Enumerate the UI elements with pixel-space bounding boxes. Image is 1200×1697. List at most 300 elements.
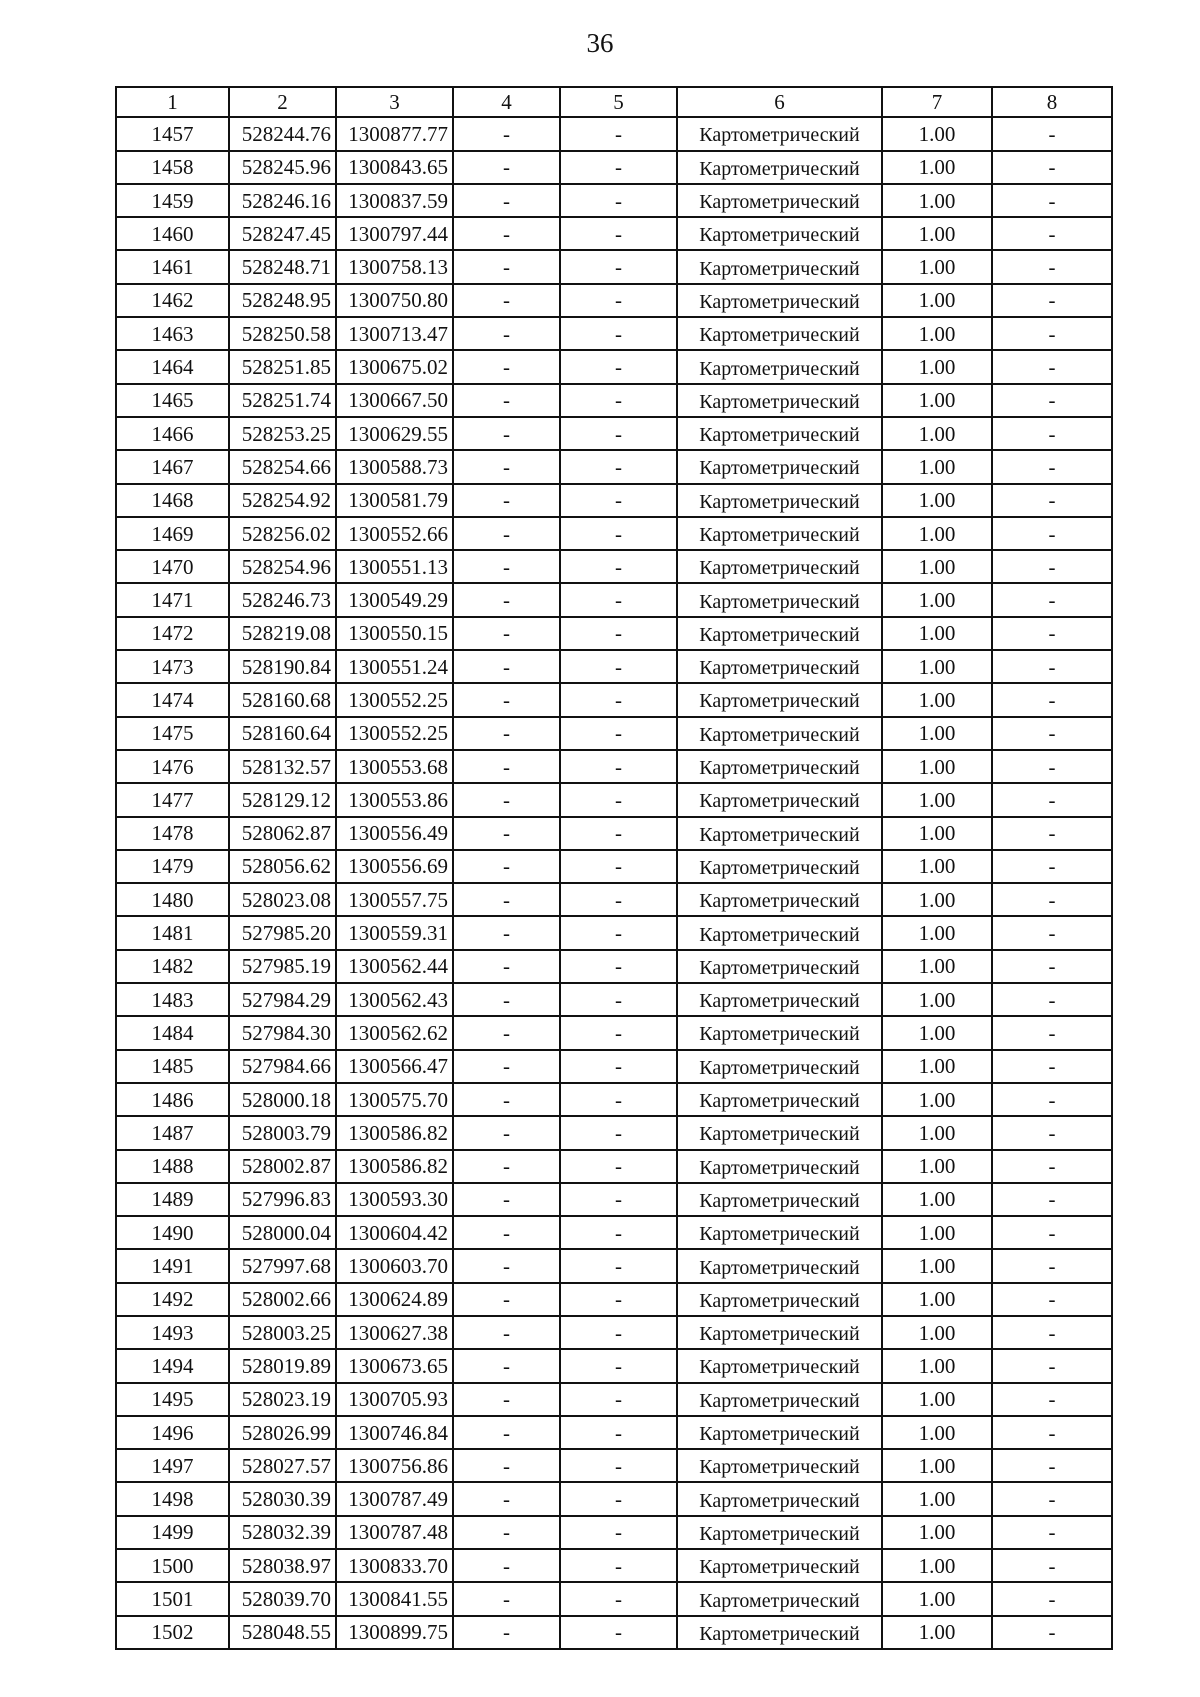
method-cell: Картометрический — [677, 1116, 882, 1149]
x-coordinate-cell: 528160.64 — [229, 717, 336, 750]
table-row — [116, 1316, 1112, 1349]
col4-cell: - — [453, 1316, 560, 1349]
col4-cell: - — [453, 950, 560, 983]
method-cell: Картометрический — [677, 117, 882, 150]
col8-cell: - — [992, 850, 1112, 883]
point-number-cell: 1479 — [116, 850, 229, 883]
method-cell: Картометрический — [677, 850, 882, 883]
col8-cell: - — [992, 517, 1112, 550]
accuracy-cell: 1.00 — [882, 1016, 992, 1049]
col8-cell: - — [992, 883, 1112, 916]
table-row — [116, 250, 1112, 283]
col4-cell: - — [453, 650, 560, 683]
method-cell: Картометрический — [677, 317, 882, 350]
accuracy-cell: 1.00 — [882, 1516, 992, 1549]
point-number-cell: 1502 — [116, 1616, 229, 1649]
table-row — [116, 1482, 1112, 1515]
method-cell: Картометрический — [677, 484, 882, 517]
table-row — [116, 583, 1112, 616]
accuracy-cell: 1.00 — [882, 217, 992, 250]
method-cell: Картометрический — [677, 983, 882, 1016]
point-number-cell: 1501 — [116, 1582, 229, 1615]
accuracy-cell: 1.00 — [882, 916, 992, 949]
table-row — [116, 783, 1112, 816]
point-number-cell: 1486 — [116, 1083, 229, 1116]
col4-cell: - — [453, 850, 560, 883]
col8-cell: - — [992, 1183, 1112, 1216]
col4-cell: - — [453, 1516, 560, 1549]
col5-cell: - — [560, 1482, 677, 1515]
method-cell: Картометрический — [677, 184, 882, 217]
col5-cell: - — [560, 750, 677, 783]
method-cell: Картометрический — [677, 1349, 882, 1382]
x-coordinate-cell: 527996.83 — [229, 1183, 336, 1216]
col4-cell: - — [453, 583, 560, 616]
col5-cell: - — [560, 1549, 677, 1582]
table-row — [116, 1549, 1112, 1582]
col8-cell: - — [992, 117, 1112, 150]
table-body — [116, 117, 1112, 1649]
table-row — [116, 151, 1112, 184]
col8-cell: - — [992, 617, 1112, 650]
y-coordinate-cell: 1300758.13 — [336, 250, 453, 283]
column-header-2: 2 — [229, 87, 336, 117]
x-coordinate-cell: 528003.25 — [229, 1316, 336, 1349]
x-coordinate-cell: 528190.84 — [229, 650, 336, 683]
col8-cell: - — [992, 1582, 1112, 1615]
point-number-cell: 1460 — [116, 217, 229, 250]
col8-cell: - — [992, 1216, 1112, 1249]
y-coordinate-cell: 1300713.47 — [336, 317, 453, 350]
accuracy-cell: 1.00 — [882, 1582, 992, 1615]
col8-cell: - — [992, 284, 1112, 317]
col5-cell: - — [560, 950, 677, 983]
y-coordinate-cell: 1300746.84 — [336, 1416, 453, 1449]
col4-cell: - — [453, 350, 560, 383]
method-cell: Картометрический — [677, 583, 882, 616]
x-coordinate-cell: 528250.58 — [229, 317, 336, 350]
point-number-cell: 1498 — [116, 1482, 229, 1515]
y-coordinate-cell: 1300673.65 — [336, 1349, 453, 1382]
col5-cell: - — [560, 517, 677, 550]
y-coordinate-cell: 1300841.55 — [336, 1582, 453, 1615]
col8-cell: - — [992, 550, 1112, 583]
x-coordinate-cell: 528245.96 — [229, 151, 336, 184]
table-row — [116, 1516, 1112, 1549]
x-coordinate-cell: 527985.20 — [229, 916, 336, 949]
table-row — [116, 284, 1112, 317]
column-header-5: 5 — [560, 87, 677, 117]
method-cell: Картометрический — [677, 1582, 882, 1615]
table-row — [116, 1150, 1112, 1183]
point-number-cell: 1471 — [116, 583, 229, 616]
table-row — [116, 916, 1112, 949]
y-coordinate-cell: 1300553.68 — [336, 750, 453, 783]
y-coordinate-cell: 1300586.82 — [336, 1116, 453, 1149]
col8-cell: - — [992, 1083, 1112, 1116]
col4-cell: - — [453, 1549, 560, 1582]
col4-cell: - — [453, 617, 560, 650]
accuracy-cell: 1.00 — [882, 284, 992, 317]
col4-cell: - — [453, 484, 560, 517]
col5-cell: - — [560, 550, 677, 583]
method-cell: Картометрический — [677, 151, 882, 184]
point-number-cell: 1459 — [116, 184, 229, 217]
col5-cell: - — [560, 184, 677, 217]
col5-cell: - — [560, 250, 677, 283]
x-coordinate-cell: 527984.30 — [229, 1016, 336, 1049]
col4-cell: - — [453, 450, 560, 483]
x-coordinate-cell: 528248.71 — [229, 250, 336, 283]
method-cell: Картометрический — [677, 783, 882, 816]
col5-cell: - — [560, 983, 677, 1016]
x-coordinate-cell: 528000.18 — [229, 1083, 336, 1116]
method-cell: Картометрический — [677, 817, 882, 850]
col8-cell: - — [992, 1283, 1112, 1316]
accuracy-cell: 1.00 — [882, 883, 992, 916]
y-coordinate-cell: 1300553.86 — [336, 783, 453, 816]
method-cell: Картометрический — [677, 1183, 882, 1216]
column-header-1: 1 — [116, 87, 229, 117]
table-row — [116, 883, 1112, 916]
method-cell: Картометрический — [677, 417, 882, 450]
col4-cell: - — [453, 250, 560, 283]
accuracy-cell: 1.00 — [882, 484, 992, 517]
table-row — [116, 1449, 1112, 1482]
y-coordinate-cell: 1300581.79 — [336, 484, 453, 517]
col5-cell: - — [560, 1116, 677, 1149]
x-coordinate-cell: 528251.74 — [229, 384, 336, 417]
col4-cell: - — [453, 117, 560, 150]
accuracy-cell: 1.00 — [882, 1216, 992, 1249]
col5-cell: - — [560, 350, 677, 383]
x-coordinate-cell: 528254.66 — [229, 450, 336, 483]
accuracy-cell: 1.00 — [882, 417, 992, 450]
col5-cell: - — [560, 1416, 677, 1449]
col4-cell: - — [453, 750, 560, 783]
x-coordinate-cell: 528019.89 — [229, 1349, 336, 1382]
table-row — [116, 717, 1112, 750]
method-cell: Картометрический — [677, 950, 882, 983]
accuracy-cell: 1.00 — [882, 384, 992, 417]
col5-cell: - — [560, 1150, 677, 1183]
column-header-8: 8 — [992, 87, 1112, 117]
point-number-cell: 1485 — [116, 1050, 229, 1083]
y-coordinate-cell: 1300627.38 — [336, 1316, 453, 1349]
col5-cell: - — [560, 1516, 677, 1549]
col4-cell: - — [453, 1482, 560, 1515]
col8-cell: - — [992, 1416, 1112, 1449]
col4-cell: - — [453, 317, 560, 350]
point-number-cell: 1494 — [116, 1349, 229, 1382]
table-row — [116, 683, 1112, 716]
accuracy-cell: 1.00 — [882, 1150, 992, 1183]
col4-cell: - — [453, 1416, 560, 1449]
method-cell: Картометрический — [677, 1616, 882, 1649]
point-number-cell: 1476 — [116, 750, 229, 783]
col5-cell: - — [560, 317, 677, 350]
method-cell: Картометрический — [677, 1516, 882, 1549]
y-coordinate-cell: 1300756.86 — [336, 1449, 453, 1482]
method-cell: Картометрический — [677, 1383, 882, 1416]
table-row — [116, 1616, 1112, 1649]
table-row — [116, 1183, 1112, 1216]
point-number-cell: 1461 — [116, 250, 229, 283]
accuracy-cell: 1.00 — [882, 983, 992, 1016]
col8-cell: - — [992, 184, 1112, 217]
col4-cell: - — [453, 783, 560, 816]
table-row — [116, 350, 1112, 383]
point-number-cell: 1497 — [116, 1449, 229, 1482]
col8-cell: - — [992, 1249, 1112, 1282]
point-number-cell: 1466 — [116, 417, 229, 450]
col5-cell: - — [560, 1616, 677, 1649]
col5-cell: - — [560, 484, 677, 517]
method-cell: Картометрический — [677, 1150, 882, 1183]
point-number-cell: 1499 — [116, 1516, 229, 1549]
table-row — [116, 950, 1112, 983]
col4-cell: - — [453, 883, 560, 916]
x-coordinate-cell: 528032.39 — [229, 1516, 336, 1549]
point-number-cell: 1478 — [116, 817, 229, 850]
point-number-cell: 1488 — [116, 1150, 229, 1183]
col5-cell: - — [560, 650, 677, 683]
y-coordinate-cell: 1300705.93 — [336, 1383, 453, 1416]
point-number-cell: 1493 — [116, 1316, 229, 1349]
col5-cell: - — [560, 617, 677, 650]
y-coordinate-cell: 1300586.82 — [336, 1150, 453, 1183]
point-number-cell: 1480 — [116, 883, 229, 916]
point-number-cell: 1464 — [116, 350, 229, 383]
x-coordinate-cell: 528026.99 — [229, 1416, 336, 1449]
y-coordinate-cell: 1300566.47 — [336, 1050, 453, 1083]
x-coordinate-cell: 528132.57 — [229, 750, 336, 783]
accuracy-cell: 1.00 — [882, 1449, 992, 1482]
method-cell: Картометрический — [677, 617, 882, 650]
table-row — [116, 850, 1112, 883]
y-coordinate-cell: 1300624.89 — [336, 1283, 453, 1316]
accuracy-cell: 1.00 — [882, 783, 992, 816]
method-cell: Картометрический — [677, 650, 882, 683]
x-coordinate-cell: 528254.92 — [229, 484, 336, 517]
col4-cell: - — [453, 1383, 560, 1416]
col8-cell: - — [992, 1482, 1112, 1515]
y-coordinate-cell: 1300629.55 — [336, 417, 453, 450]
x-coordinate-cell: 527984.29 — [229, 983, 336, 1016]
table-row — [116, 484, 1112, 517]
accuracy-cell: 1.00 — [882, 250, 992, 283]
accuracy-cell: 1.00 — [882, 750, 992, 783]
method-cell: Картометрический — [677, 217, 882, 250]
col8-cell: - — [992, 1050, 1112, 1083]
x-coordinate-cell: 528256.02 — [229, 517, 336, 550]
col5-cell: - — [560, 583, 677, 616]
col5-cell: - — [560, 916, 677, 949]
col4-cell: - — [453, 817, 560, 850]
point-number-cell: 1491 — [116, 1249, 229, 1282]
col4-cell: - — [453, 550, 560, 583]
method-cell: Картометрический — [677, 717, 882, 750]
point-number-cell: 1469 — [116, 517, 229, 550]
point-number-cell: 1470 — [116, 550, 229, 583]
col5-cell: - — [560, 1216, 677, 1249]
y-coordinate-cell: 1300556.69 — [336, 850, 453, 883]
table-row — [116, 1083, 1112, 1116]
accuracy-cell: 1.00 — [882, 650, 992, 683]
col8-cell: - — [992, 750, 1112, 783]
table-header-row — [116, 87, 1112, 117]
col4-cell: - — [453, 1283, 560, 1316]
col5-cell: - — [560, 1183, 677, 1216]
col8-cell: - — [992, 1349, 1112, 1382]
y-coordinate-cell: 1300557.75 — [336, 883, 453, 916]
table-row — [116, 1349, 1112, 1382]
x-coordinate-cell: 528253.25 — [229, 417, 336, 450]
table-row — [116, 450, 1112, 483]
method-cell: Картометрический — [677, 883, 882, 916]
col8-cell: - — [992, 717, 1112, 750]
col8-cell: - — [992, 1150, 1112, 1183]
accuracy-cell: 1.00 — [882, 1549, 992, 1582]
col5-cell: - — [560, 1083, 677, 1116]
table-row — [116, 650, 1112, 683]
method-cell: Картометрический — [677, 1216, 882, 1249]
col5-cell: - — [560, 217, 677, 250]
y-coordinate-cell: 1300552.25 — [336, 717, 453, 750]
y-coordinate-cell: 1300899.75 — [336, 1616, 453, 1649]
col4-cell: - — [453, 1449, 560, 1482]
col4-cell: - — [453, 517, 560, 550]
table-row — [116, 750, 1112, 783]
accuracy-cell: 1.00 — [882, 1116, 992, 1149]
method-cell: Картометрический — [677, 517, 882, 550]
y-coordinate-cell: 1300575.70 — [336, 1083, 453, 1116]
column-header-3: 3 — [336, 87, 453, 117]
table-row — [116, 517, 1112, 550]
col4-cell: - — [453, 1150, 560, 1183]
col5-cell: - — [560, 417, 677, 450]
y-coordinate-cell: 1300562.43 — [336, 983, 453, 1016]
x-coordinate-cell: 528002.87 — [229, 1150, 336, 1183]
point-number-cell: 1477 — [116, 783, 229, 816]
y-coordinate-cell: 1300556.49 — [336, 817, 453, 850]
point-number-cell: 1462 — [116, 284, 229, 317]
col8-cell: - — [992, 1549, 1112, 1582]
accuracy-cell: 1.00 — [882, 1316, 992, 1349]
x-coordinate-cell: 528247.45 — [229, 217, 336, 250]
point-number-cell: 1465 — [116, 384, 229, 417]
col8-cell: - — [992, 650, 1112, 683]
page-number: 36 — [586, 28, 614, 58]
table-row — [116, 1016, 1112, 1049]
accuracy-cell: 1.00 — [882, 450, 992, 483]
table-row — [116, 1383, 1112, 1416]
point-number-cell: 1489 — [116, 1183, 229, 1216]
col5-cell: - — [560, 817, 677, 850]
method-cell: Картометрический — [677, 284, 882, 317]
col5-cell: - — [560, 1283, 677, 1316]
y-coordinate-cell: 1300675.02 — [336, 350, 453, 383]
accuracy-cell: 1.00 — [882, 683, 992, 716]
col4-cell: - — [453, 417, 560, 450]
point-number-cell: 1483 — [116, 983, 229, 1016]
col5-cell: - — [560, 1449, 677, 1482]
x-coordinate-cell: 528251.85 — [229, 350, 336, 383]
col8-cell: - — [992, 1316, 1112, 1349]
point-number-cell: 1500 — [116, 1549, 229, 1582]
point-number-cell: 1475 — [116, 717, 229, 750]
col4-cell: - — [453, 1016, 560, 1049]
col8-cell: - — [992, 1616, 1112, 1649]
accuracy-cell: 1.00 — [882, 1383, 992, 1416]
point-number-cell: 1496 — [116, 1416, 229, 1449]
col5-cell: - — [560, 850, 677, 883]
point-number-cell: 1463 — [116, 317, 229, 350]
table-row — [116, 1249, 1112, 1282]
point-number-cell: 1482 — [116, 950, 229, 983]
y-coordinate-cell: 1300843.65 — [336, 151, 453, 184]
point-number-cell: 1487 — [116, 1116, 229, 1149]
col4-cell: - — [453, 151, 560, 184]
y-coordinate-cell: 1300551.13 — [336, 550, 453, 583]
x-coordinate-cell: 528030.39 — [229, 1482, 336, 1515]
accuracy-cell: 1.00 — [882, 1349, 992, 1382]
y-coordinate-cell: 1300787.49 — [336, 1482, 453, 1515]
table-row — [116, 550, 1112, 583]
col5-cell: - — [560, 151, 677, 184]
y-coordinate-cell: 1300562.44 — [336, 950, 453, 983]
y-coordinate-cell: 1300603.70 — [336, 1249, 453, 1282]
col8-cell: - — [992, 384, 1112, 417]
method-cell: Картометрический — [677, 384, 882, 417]
method-cell: Картометрический — [677, 1283, 882, 1316]
y-coordinate-cell: 1300562.62 — [336, 1016, 453, 1049]
y-coordinate-cell: 1300837.59 — [336, 184, 453, 217]
accuracy-cell: 1.00 — [882, 317, 992, 350]
y-coordinate-cell: 1300593.30 — [336, 1183, 453, 1216]
accuracy-cell: 1.00 — [882, 151, 992, 184]
y-coordinate-cell: 1300877.77 — [336, 117, 453, 150]
col5-cell: - — [560, 1016, 677, 1049]
method-cell: Картометрический — [677, 1050, 882, 1083]
col8-cell: - — [992, 417, 1112, 450]
y-coordinate-cell: 1300549.29 — [336, 583, 453, 616]
table-row — [116, 317, 1112, 350]
accuracy-cell: 1.00 — [882, 583, 992, 616]
accuracy-cell: 1.00 — [882, 350, 992, 383]
point-number-cell: 1484 — [116, 1016, 229, 1049]
accuracy-cell: 1.00 — [882, 850, 992, 883]
x-coordinate-cell: 528027.57 — [229, 1449, 336, 1482]
method-cell: Картометрический — [677, 1549, 882, 1582]
accuracy-cell: 1.00 — [882, 950, 992, 983]
y-coordinate-cell: 1300787.48 — [336, 1516, 453, 1549]
column-header-6: 6 — [677, 87, 882, 117]
point-number-cell: 1472 — [116, 617, 229, 650]
point-number-cell: 1495 — [116, 1383, 229, 1416]
col5-cell: - — [560, 450, 677, 483]
x-coordinate-cell: 528254.96 — [229, 550, 336, 583]
accuracy-cell: 1.00 — [882, 1482, 992, 1515]
y-coordinate-cell: 1300797.44 — [336, 217, 453, 250]
point-number-cell: 1457 — [116, 117, 229, 150]
col4-cell: - — [453, 217, 560, 250]
table-row — [116, 217, 1112, 250]
col4-cell: - — [453, 683, 560, 716]
table-row — [116, 184, 1112, 217]
accuracy-cell: 1.00 — [882, 817, 992, 850]
x-coordinate-cell: 528038.97 — [229, 1549, 336, 1582]
